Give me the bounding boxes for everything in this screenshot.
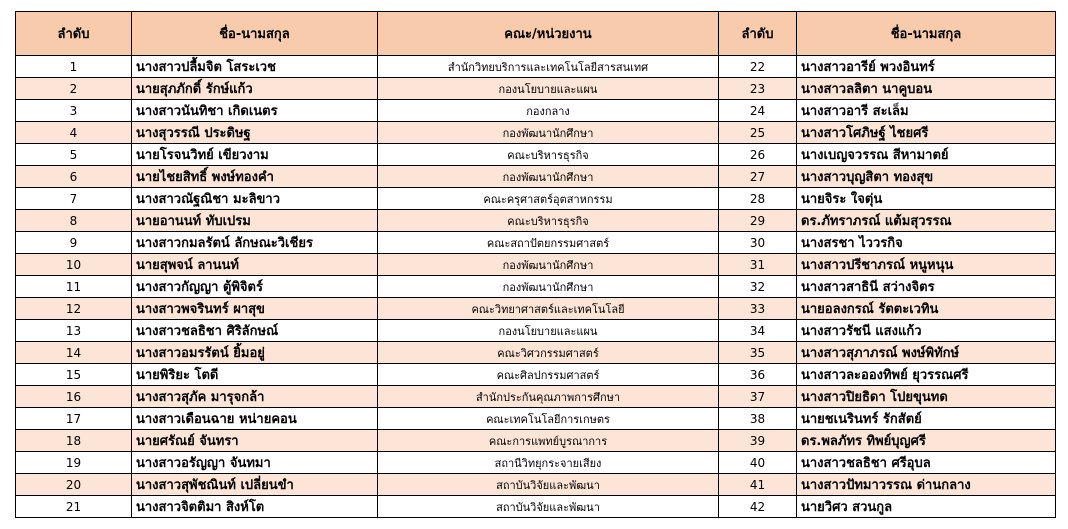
order-cell-right: 31 (719, 254, 797, 276)
order-cell: 7 (16, 188, 132, 210)
table-row (16, 496, 1056, 518)
name-cell: นางสาวอมรรัตน์ ยิ้มอยู่ (132, 342, 378, 364)
name-cell-right: นางสาวปรีชาภรณ์ หนูหนุน (797, 254, 1056, 276)
order-cell: 6 (16, 166, 132, 188)
name-cell-right: นางสาวอารีย์ พวงอินทร์ (797, 56, 1056, 78)
order-cell: 15 (16, 364, 132, 386)
name-cell-right: นางสาวโศภิษฐ์ ไชยศรี (797, 122, 1056, 144)
unit-cell: คณะครุศาสตร์อุตสาหกรรม (378, 188, 719, 210)
order-cell-right: 33 (719, 298, 797, 320)
header-name-right: ชื่อ-นามสกุล (797, 12, 1056, 56)
table-row (16, 364, 1056, 386)
name-cell-right: นายจิระ ใจตุ่น (797, 188, 1056, 210)
table-row (16, 276, 1056, 298)
order-cell-right: 37 (719, 386, 797, 408)
name-cell-right: ดร.พลภัทร ทิพย์บุญศรี (797, 430, 1056, 452)
order-cell: 21 (16, 496, 132, 518)
table-row (16, 320, 1056, 342)
name-cell: นายพิริยะ โตดี (132, 364, 378, 386)
order-cell-right: 42 (719, 496, 797, 518)
unit-cell: สถานีวิทยุกระจายเสียง (378, 452, 719, 474)
name-cell: นางสาวปลื้มจิต โสระเวช (132, 56, 378, 78)
header-unit: คณะ/หน่วยงาน (378, 12, 719, 56)
order-cell-right: 23 (719, 78, 797, 100)
table-row (16, 122, 1056, 144)
table-row (16, 474, 1056, 496)
order-cell: 4 (16, 122, 132, 144)
name-cell-right: นางสาวสาธินี สว่างจิตร (797, 276, 1056, 298)
unit-cell: กองพัฒนานักศึกษา (378, 122, 719, 144)
header-order-right: ลำดับ (719, 12, 797, 56)
order-cell-right: 34 (719, 320, 797, 342)
table-row (16, 254, 1056, 276)
unit-cell: คณะศิลปกรรมศาสตร์ (378, 364, 719, 386)
order-cell: 3 (16, 100, 132, 122)
name-cell-right: นางสาวบุญสิตา ทองสุข (797, 166, 1056, 188)
name-cell: นางสาวณัฐณิชา มะลิขาว (132, 188, 378, 210)
unit-cell: คณะบริหารธุรกิจ (378, 144, 719, 166)
order-cell-right: 22 (719, 56, 797, 78)
name-cell-right: นางสาวรัชนี แสงแก้ว (797, 320, 1056, 342)
name-cell: นายโรจนวิทย์ เขียวงาม (132, 144, 378, 166)
table-row (16, 210, 1056, 232)
name-cell-right: นายชเนรินทร์ รักสัตย์ (797, 408, 1056, 430)
order-cell: 13 (16, 320, 132, 342)
name-cell-right: นางสรชา ไววรกิจ (797, 232, 1056, 254)
table-row (16, 386, 1056, 408)
order-cell-right: 29 (719, 210, 797, 232)
order-cell: 19 (16, 452, 132, 474)
unit-cell: กองนโยบายและแผน (378, 78, 719, 100)
unit-cell: กองพัฒนานักศึกษา (378, 276, 719, 298)
name-cell: นายอานนท์ ทับเปรม (132, 210, 378, 232)
name-cell: นายศรัณย์ จันทรา (132, 430, 378, 452)
order-cell: 10 (16, 254, 132, 276)
order-cell-right: 26 (719, 144, 797, 166)
name-cell: นางสาวกัญญา ตู้พิจิตร์ (132, 276, 378, 298)
order-cell: 16 (16, 386, 132, 408)
roster-sheet (15, 11, 1056, 518)
order-cell-right: 24 (719, 100, 797, 122)
unit-cell: คณะสถาปัตยกรรมศาสตร์ (378, 232, 719, 254)
order-cell: 11 (16, 276, 132, 298)
name-cell-right: นางสาวอารี สะเล็ม (797, 100, 1056, 122)
order-cell: 20 (16, 474, 132, 496)
order-cell: 9 (16, 232, 132, 254)
unit-cell: คณะวิทยาศาสตร์และเทคโนโลยี (378, 298, 719, 320)
name-cell-right: นางสาวลลิตา นาคูบอน (797, 78, 1056, 100)
name-cell-right: นายอลงกรณ์ รัตตะเวทิน (797, 298, 1056, 320)
name-cell-right: นางสาวละอองทิพย์ ยุวรรณศรี (797, 364, 1056, 386)
unit-cell: สถาบันวิจัยและพัฒนา (378, 474, 719, 496)
unit-cell: คณะบริหารธุรกิจ (378, 210, 719, 232)
table-row (16, 408, 1056, 430)
header-order: ลำดับ (16, 12, 132, 56)
unit-cell: กองกลาง (378, 100, 719, 122)
name-cell: นางสาวจิตติมา สิงห์โต (132, 496, 378, 518)
order-cell: 17 (16, 408, 132, 430)
table-row (16, 78, 1056, 100)
name-cell-right: นางสาวสุภาภรณ์ พงษ์พิทักษ์ (797, 342, 1056, 364)
name-cell-right: นางสาวปิยธิดา โปยขุนทด (797, 386, 1056, 408)
order-cell: 5 (16, 144, 132, 166)
name-cell-right: นางสาวชลธิชา ศรีอุบล (797, 452, 1056, 474)
table-row (16, 232, 1056, 254)
unit-cell: สถาบันวิจัยและพัฒนา (378, 496, 719, 518)
order-cell-right: 30 (719, 232, 797, 254)
order-cell: 12 (16, 298, 132, 320)
order-cell: 1 (16, 56, 132, 78)
table-row (16, 166, 1056, 188)
unit-cell: กองพัฒนานักศึกษา (378, 254, 719, 276)
order-cell: 18 (16, 430, 132, 452)
order-cell-right: 40 (719, 452, 797, 474)
name-cell-right: นางสาวปัทมาวรรณ ด่านกลาง (797, 474, 1056, 496)
table-row (16, 188, 1056, 210)
order-cell-right: 36 (719, 364, 797, 386)
table-row (16, 430, 1056, 452)
table-row (16, 56, 1056, 78)
roster-body (16, 56, 1056, 518)
unit-cell: คณะวิศวกรรมศาสตร์ (378, 342, 719, 364)
header-name: ชื่อ-นามสกุล (132, 12, 378, 56)
name-cell: นายสุพจน์ ลานนท์ (132, 254, 378, 276)
name-cell: นางสาวชลธิชา ศิริลักษณ์ (132, 320, 378, 342)
order-cell-right: 38 (719, 408, 797, 430)
table-row (16, 298, 1056, 320)
order-cell-right: 28 (719, 188, 797, 210)
order-cell: 14 (16, 342, 132, 364)
name-cell: นางสาวอรัญญา จันทมา (132, 452, 378, 474)
name-cell: นายสุภภักดิ์ รักษ์แก้ว (132, 78, 378, 100)
name-cell-right: ดร.ภัทราภรณ์ แต้มสุวรรณ (797, 210, 1056, 232)
order-cell: 2 (16, 78, 132, 100)
table-row (16, 100, 1056, 122)
unit-cell: กองนโยบายและแผน (378, 320, 719, 342)
order-cell-right: 27 (719, 166, 797, 188)
name-cell: นางสาวสุพัชณินท์ เปลี่ยนขำ (132, 474, 378, 496)
unit-cell: คณะการแพทย์บูรณาการ (378, 430, 719, 452)
order-cell-right: 41 (719, 474, 797, 496)
header-row (16, 12, 1056, 56)
name-cell: นางสาวกมลรัตน์ ลักษณะวิเชียร (132, 232, 378, 254)
unit-cell: กองพัฒนานักศึกษา (378, 166, 719, 188)
order-cell: 8 (16, 210, 132, 232)
name-cell-right: นายวิศว สวนกูล (797, 496, 1056, 518)
name-cell: นางสาวพจรินทร์ ผาสุข (132, 298, 378, 320)
unit-cell: สำนักประกันคุณภาพการศึกษา (378, 386, 719, 408)
order-cell-right: 35 (719, 342, 797, 364)
order-cell-right: 32 (719, 276, 797, 298)
table-row (16, 342, 1056, 364)
order-cell-right: 25 (719, 122, 797, 144)
name-cell: นางสาวเดือนฉาย หน่ายคอน (132, 408, 378, 430)
name-cell: นางสุวรรณี ประดิษฐ (132, 122, 378, 144)
table-row (16, 144, 1056, 166)
roster-table (15, 11, 1056, 518)
unit-cell: คณะเทคโนโลยีการเกษตร (378, 408, 719, 430)
table-row (16, 452, 1056, 474)
name-cell: นางสาวสุภัค มารุจกล้า (132, 386, 378, 408)
name-cell-right: นางเบญจวรรณ สีหามาตย์ (797, 144, 1056, 166)
unit-cell: สำนักวิทยบริการและเทคโนโลยีสารสนเทศ (378, 56, 719, 78)
name-cell: นายไชยสิทธิ์ พงษ์ทองคำ (132, 166, 378, 188)
order-cell-right: 39 (719, 430, 797, 452)
name-cell: นางสาวนันทิชา เกิดเนตร (132, 100, 378, 122)
